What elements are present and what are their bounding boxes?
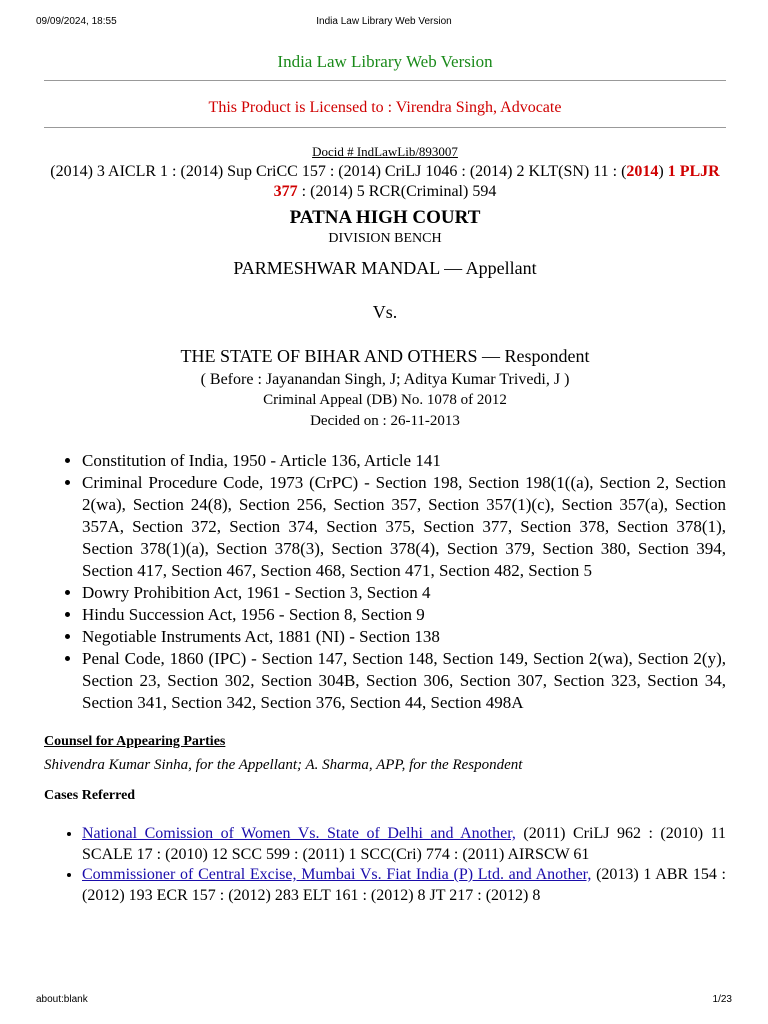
print-timestamp: 09/09/2024, 18:55 [36,16,117,27]
page-number: 1/23 [712,994,732,1005]
case-number: Criminal Appeal (DB) No. 1078 of 2012 [263,392,507,408]
cases-heading: Cases Referred [44,788,136,803]
case-item [82,824,726,865]
citations-mid: ) [658,163,668,180]
cases-list [44,824,726,906]
court-name: PATNA HIGH COURT [289,207,481,228]
respondent: THE STATE OF BIHAR AND OTHERS — Respondent [180,346,590,366]
case-citation: (2013) 1 ABR 154 : (2012) 193 ECR 157 : (2012) 283 ELT 161 : (2012) 8 JT 217 : (2012) 8 [82,866,726,904]
counsel-heading: Counsel for Appearing Parties [44,734,226,749]
doc-id-text: Docid # IndLawLib/893007 [312,144,458,159]
act-item: • Negotiable Instruments Act, 1881 (NI) - Section 138 [82,626,726,648]
acts-list [44,450,726,714]
print-url: about:blank [36,994,88,1005]
license-notice: This Product is Licensed to : Virendra Singh, Advocate [208,99,562,116]
case-link[interactable]: National Comission of Women Vs. State of Delhi and Another, [82,825,516,842]
citations [44,162,726,202]
act-item: • Hindu Succession Act, 1956 - Section 8, Section 9 [82,604,726,626]
act-item: • Penal Code, 1860 (IPC) - Section 147, Section 148, Section 149, Section 2(wa), Section 2(y), Section 23, Section 302, Section 304B, Section 306, Section 307, Section 323, Section 34, Section 341, Section 342, Section 376, Section 44, Section 498A [82,648,726,714]
citations-part1: (2014) 3 AICLR 1 : (2014) Sup CriCC 157 : (2014) CriLJ 1046 : (2014) 2 KLT(SN) 11 : ( [50,163,627,180]
doc-id [44,144,726,160]
appellant: PARMESHWAR MANDAL — Appellant [233,258,537,278]
versus: Vs. [372,302,398,322]
document-content [44,50,726,906]
citations-part2: : (2014) 5 RCR(Criminal) 594 [297,183,497,200]
divider [44,80,726,81]
decided-date: Decided on : 26-11-2013 [310,413,460,429]
act-item: • Constitution of India, 1950 - Article 136, Article 141 [82,450,726,472]
divider [44,127,726,128]
citation-highlight-year: 2014 [626,163,659,180]
print-title: India Law Library Web Version [316,16,452,27]
act-item: • Criminal Procedure Code, 1973 (CrPC) - Section 198, Section 198(1((a), Section 2, Section 2(wa), Section 24(8), Section 256, Section 357, Section 357(1)(c), Section 357(a), Section 357A, Section 372, Section 374, Section 375, Section 377, Section 378, Section 378(1), Section 378(1)(a), Section 378(3), Section 378(4), Section 379, Section 380, Section 394, Section 417, Section 467, Section 468, Section 471, Section 482, Section 5 [82,472,726,582]
counsel-text: Shivendra Kumar Sinha, for the Appellant; A. Sharma, APP, for the Respondent [44,757,523,773]
judges: ( Before : Jayanandan Singh, J; Aditya Kumar Trivedi, J ) [200,371,570,388]
bench-type: DIVISION BENCH [328,231,442,246]
act-item: • Dowry Prohibition Act, 1961 - Section 3, Section 4 [82,582,726,604]
citation-highlight: 1 PLJR 377 [273,163,720,200]
case-item [82,865,726,906]
case-link[interactable]: Commissioner of Central Excise, Mumbai Vs. Fiat India (P) Ltd. and Another, [82,866,592,883]
site-title: India Law Library Web Version [277,52,493,71]
case-citation: (2011) CriLJ 962 : (2010) 11 SCALE 17 : (2010) 12 SCC 599 : (2011) 1 SCC(Cri) 774 : (2011) AIRSCW 61 [82,825,727,863]
